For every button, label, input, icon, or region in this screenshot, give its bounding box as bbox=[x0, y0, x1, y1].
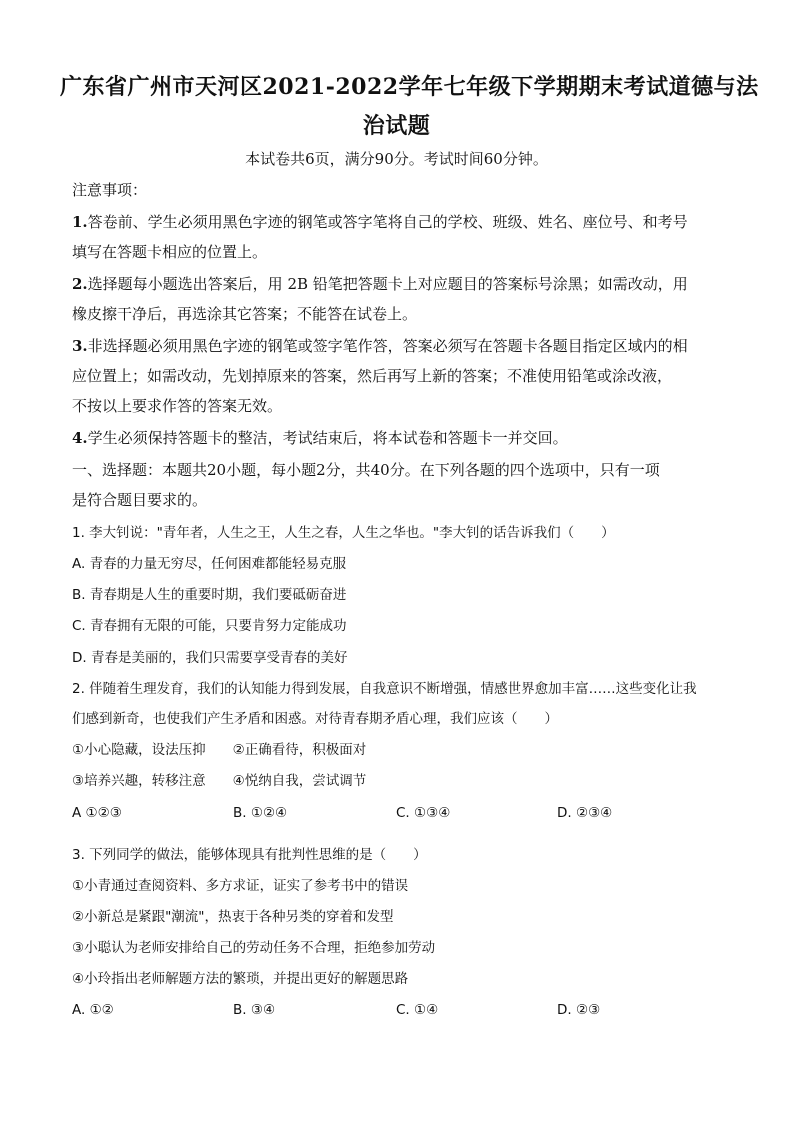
q3-choice-a: A. ①② bbox=[72, 1002, 114, 1018]
note-3-line1 bbox=[72, 336, 688, 356]
note-3-line3: 不按以上要求作答的答案无效。 bbox=[72, 397, 283, 415]
note-2-line1 bbox=[72, 274, 688, 294]
q2-choice-c: C. ①③④ bbox=[396, 805, 451, 821]
q1-option-a: A. 青春的力量无穷尽，任何困难都能轻易克服 bbox=[72, 556, 347, 572]
q3-stem: 3. 下列同学的做法，能够体现具有批判性思维的是（ ） bbox=[72, 847, 427, 863]
q3-statement-1: ①小青通过查阅资料、多方求证，证实了参考书中的错误 bbox=[72, 878, 409, 894]
exam-title-line1: 广东省广州市天河区2021-2022学年七年级下学期期末考试道德与法 bbox=[60, 74, 759, 100]
note-2-text: 选择题每小题选出答案后，用 2B 铅笔把答题卡上对应题目的答案标号涂黑；如需改动，用 bbox=[87, 275, 688, 293]
note-1-line1 bbox=[72, 212, 688, 232]
q3-statement-3: ③小聪认为老师安排给自己的劳动任务不合理，拒绝参加劳动 bbox=[72, 940, 436, 956]
q3-choice-d: D. ②③ bbox=[557, 1002, 601, 1018]
q2-statements-1: ①小心隐藏，设法压抑 ②正确看待，积极面对 bbox=[72, 742, 367, 758]
q1-option-b: B. 青春期是人生的重要时期，我们要砥砺奋进 bbox=[72, 587, 347, 603]
exam-subtitle: 本试卷共6页，满分90分。考试时间60分钟。 bbox=[245, 150, 548, 168]
note-4-text: 学生必须保持答题卡的整洁，考试结束后，将本试卷和答题卡一并交回。 bbox=[87, 429, 568, 447]
note-1-line2: 填写在答题卡相应的位置上。 bbox=[72, 243, 268, 261]
q2-choice-a: A ①②③ bbox=[72, 805, 122, 821]
note-1-text: 答卷前、学生必须用黑色字迹的钢笔或答字笔将自己的学校、班级、姓名、座位号、和考号 bbox=[87, 213, 688, 231]
q2-stem-line2: 们感到新奇，也使我们产生矛盾和困惑。对待青春期矛盾心理，我们应该（ ） bbox=[72, 711, 558, 727]
section1-line2: 是符合题目要求的。 bbox=[72, 491, 208, 509]
notes-heading: 注意事项： bbox=[72, 181, 148, 199]
q3-statement-4: ④小玲指出老师解题方法的繁琐，并提出更好的解题思路 bbox=[72, 971, 409, 987]
q1-option-d: D. 青春是美丽的，我们只需要享受青春的美好 bbox=[72, 650, 348, 666]
q1-option-c: C. 青春拥有无限的可能，只要肯努力定能成功 bbox=[72, 618, 347, 634]
q1-stem: 1. 李大钊说："青年者，人生之王，人生之春，人生之华也。"李大钊的话告诉我们（ ） bbox=[72, 525, 615, 541]
q3-choice-c: C. ①④ bbox=[396, 1002, 439, 1018]
q3-choice-b: B. ③④ bbox=[233, 1002, 276, 1018]
note-4-line1 bbox=[72, 428, 568, 448]
q2-choice-b: B. ①②④ bbox=[233, 805, 288, 821]
q3-statement-2: ②小新总是紧跟"潮流"，热衷于各种另类的穿着和发型 bbox=[72, 909, 394, 925]
exam-title-line2: 治试题 bbox=[362, 113, 431, 139]
note-2-line2: 橡皮擦干净后，再选涂其它答案；不能答在试卷上。 bbox=[72, 305, 418, 323]
note-3-number: 3. bbox=[72, 337, 88, 355]
note-1-number: 1. bbox=[72, 213, 88, 231]
note-2-number: 2. bbox=[72, 275, 88, 293]
q2-choice-d: D. ②③④ bbox=[557, 805, 613, 821]
q2-statements-2: ③培养兴趣，转移注意 ④悦纳自我，尝试调节 bbox=[72, 773, 367, 789]
note-3-line2: 应位置上；如需改动，先划掉原来的答案，然后再写上新的答案；不准使用铅笔或涂改液， bbox=[72, 367, 673, 385]
note-3-text: 非选择题必须用黑色字迹的钢笔或签字笔作答，答案必须写在答题卡各题目指定区域内的相 bbox=[87, 337, 688, 355]
section1-line1: 一、选择题：本题共20小题，每小题2分，共40分。在下列各题的四个选项中，只有一项 bbox=[72, 461, 660, 479]
q2-stem-line1: 2. 伴随着生理发育，我们的认知能力得到发展，自我意识不断增强，情感世界愈加丰富……这些变化让我 bbox=[72, 681, 697, 697]
note-4-number: 4. bbox=[72, 429, 88, 447]
